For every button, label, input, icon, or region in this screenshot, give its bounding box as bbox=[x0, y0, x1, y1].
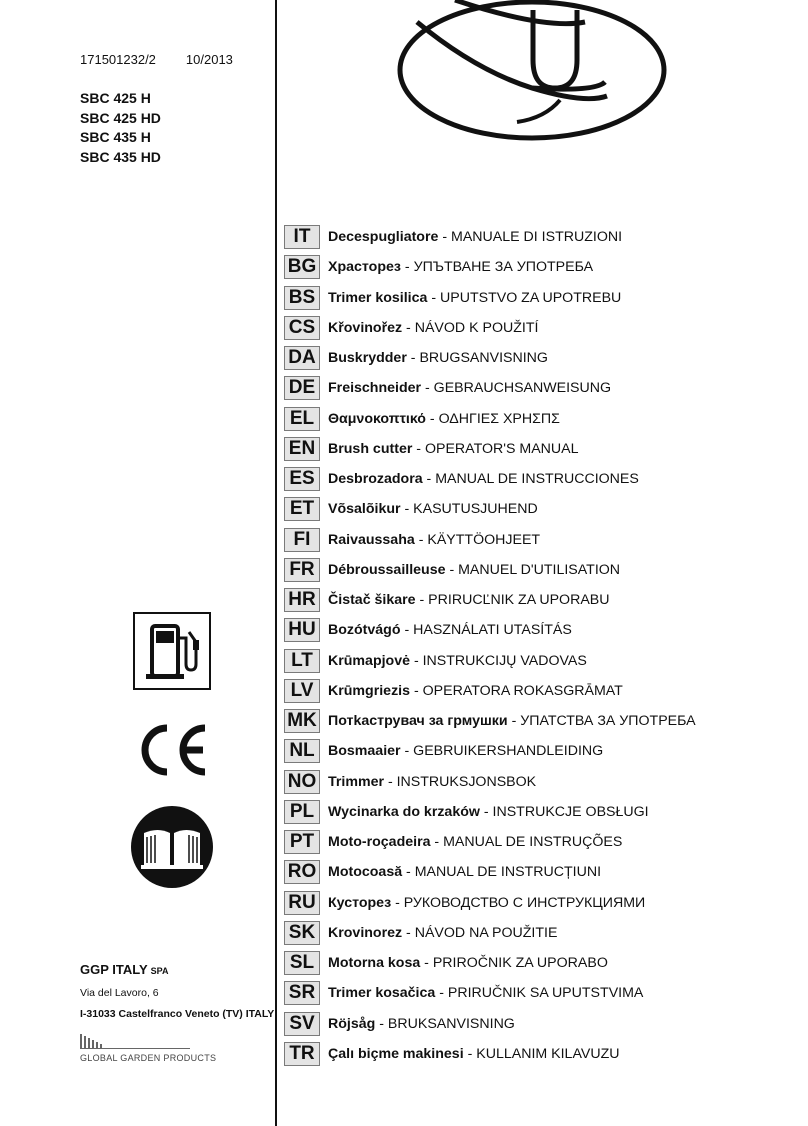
separator: - bbox=[412, 440, 425, 457]
language-row-it[interactable] bbox=[284, 222, 696, 252]
language-code: ET bbox=[284, 497, 320, 521]
manual-title: РУКОВОДСТВО С ИНСТРУКЦИЯМИ bbox=[403, 894, 646, 911]
separator: - bbox=[391, 894, 404, 911]
language-code: NO bbox=[284, 770, 320, 794]
product-name: Débroussailleuse bbox=[328, 561, 446, 578]
product-name: Krūmapjovė bbox=[328, 652, 410, 669]
vertical-divider bbox=[275, 0, 277, 1126]
company-info bbox=[80, 962, 274, 1020]
language-code: PL bbox=[284, 800, 320, 824]
product-name: Bosmaaier bbox=[328, 743, 401, 760]
product-name: Потkaструвач за грмушки bbox=[328, 713, 508, 730]
language-row-nl[interactable] bbox=[284, 736, 696, 766]
product-name: Křovinořez bbox=[328, 319, 403, 336]
manual-title: УПАТСТВА ЗА УПОТРЕБА bbox=[520, 713, 696, 730]
language-row-fr[interactable] bbox=[284, 555, 696, 585]
separator: - bbox=[410, 652, 423, 669]
manual-title: KASUTUSJUHEND bbox=[413, 501, 538, 518]
language-code: EN bbox=[284, 437, 320, 461]
language-code: MK bbox=[284, 709, 320, 733]
language-code: NL bbox=[284, 739, 320, 763]
manual-title: UPUTSTVO ZA UPOTREBU bbox=[439, 289, 622, 306]
language-code: HR bbox=[284, 588, 320, 612]
product-name: Motocoasă bbox=[328, 864, 403, 881]
company-name-text: GGP ITALY bbox=[80, 962, 148, 977]
ce-mark-icon bbox=[133, 722, 211, 778]
separator: - bbox=[463, 1045, 477, 1062]
manual-title: NÁVOD K POUŽITÍ bbox=[414, 319, 539, 336]
manual-title: УПЪТВАНЕ ЗА УПОТРЕБА bbox=[413, 259, 594, 276]
separator: - bbox=[384, 773, 397, 790]
language-row-pl[interactable] bbox=[284, 797, 696, 827]
manual-title: MANUAL DE INSTRUCCIONES bbox=[435, 471, 639, 488]
manual-title: MANUALE DI ISTRUZIONI bbox=[451, 229, 623, 246]
product-name: Desbrozadora bbox=[328, 471, 423, 488]
product-name: Krovinorez bbox=[328, 924, 403, 941]
manual-title: BRUGSANVISNING bbox=[419, 350, 548, 367]
manual-title: PRIROČNIK ZA UPORABO bbox=[432, 955, 608, 972]
language-row-sr[interactable] bbox=[284, 978, 696, 1008]
language-row-lt[interactable] bbox=[284, 646, 696, 676]
product-name: Motorna kosa bbox=[328, 955, 421, 972]
product-name: Freischneider bbox=[328, 380, 422, 397]
language-code: SV bbox=[284, 1012, 320, 1036]
manual-title: PRIRUCĽNIK ZA UPORABU bbox=[428, 592, 610, 609]
separator: - bbox=[427, 289, 440, 306]
manual-title: KÄYTTÖOHJEET bbox=[427, 531, 541, 548]
separator: - bbox=[421, 380, 434, 397]
read-manual-icon bbox=[130, 805, 214, 889]
language-row-el[interactable] bbox=[284, 404, 696, 434]
separator: - bbox=[445, 561, 459, 578]
product-name: Krūmgriezis bbox=[328, 682, 410, 699]
language-row-en[interactable] bbox=[284, 434, 696, 464]
language-code: FR bbox=[284, 558, 320, 582]
manual-title: NÁVOD NA POUŽITIE bbox=[414, 924, 558, 941]
separator: - bbox=[507, 713, 521, 730]
model-name: SBC 435 H bbox=[80, 129, 151, 145]
language-row-sl[interactable] bbox=[284, 948, 696, 978]
language-code: HU bbox=[284, 618, 320, 642]
separator: - bbox=[402, 319, 415, 336]
separator: - bbox=[479, 803, 493, 820]
brush-cutter-logo-icon bbox=[395, 0, 670, 145]
language-code: ES bbox=[284, 467, 320, 491]
product-name: Çalı biçme makinesi bbox=[328, 1045, 464, 1062]
language-code: BG bbox=[284, 255, 320, 279]
separator: - bbox=[425, 410, 439, 427]
language-row-lv[interactable] bbox=[284, 676, 696, 706]
product-name: Trimmer bbox=[328, 773, 384, 790]
separator: - bbox=[406, 350, 420, 367]
language-row-bs[interactable] bbox=[284, 283, 696, 313]
language-code: DE bbox=[284, 376, 320, 400]
manual-title: OPERATOR'S MANUAL bbox=[424, 440, 579, 457]
language-row-et[interactable] bbox=[284, 494, 696, 524]
language-code: DA bbox=[284, 346, 320, 370]
language-code: RO bbox=[284, 860, 320, 884]
manual-title: GEBRUIKERSHANDLEIDING bbox=[413, 743, 604, 760]
product-name: Raivaussaha bbox=[328, 531, 415, 548]
product-name: Buskrydder bbox=[328, 350, 407, 367]
language-code: EL bbox=[284, 407, 320, 431]
language-row-hu[interactable] bbox=[284, 615, 696, 645]
language-row-bg[interactable] bbox=[284, 252, 696, 282]
manual-title: ΟΔΗΓΙΕΣ ΧΡΗΣΠΣ bbox=[438, 410, 560, 427]
separator: - bbox=[400, 501, 414, 518]
manual-title: PRIRUČNIK SA UPUTSTVIMA bbox=[447, 985, 644, 1002]
separator: - bbox=[410, 682, 423, 699]
language-row-es[interactable] bbox=[284, 464, 696, 494]
model-list bbox=[80, 89, 161, 167]
product-name: Θαμνοκοπτικό bbox=[328, 410, 426, 427]
language-list bbox=[284, 222, 696, 1069]
fuel-pump-icon bbox=[133, 612, 211, 690]
product-name: Bozótvágó bbox=[328, 622, 401, 639]
separator: - bbox=[402, 924, 415, 941]
company-name bbox=[80, 962, 274, 977]
product-name: Võsalõikur bbox=[328, 501, 401, 518]
manual-title: GEBRAUCHSANWEISUNG bbox=[433, 380, 612, 397]
language-row-pt[interactable] bbox=[284, 827, 696, 857]
language-code: SR bbox=[284, 981, 320, 1005]
product-name: Trimer kosilica bbox=[328, 289, 428, 306]
document-info bbox=[80, 52, 233, 67]
language-code: LT bbox=[284, 649, 320, 673]
language-row-mk[interactable] bbox=[284, 706, 696, 736]
manual-title: KULLANIM KILAVUZU bbox=[476, 1045, 620, 1062]
language-code: BS bbox=[284, 286, 320, 310]
language-row-fi[interactable] bbox=[284, 525, 696, 555]
separator: - bbox=[420, 955, 433, 972]
product-name: Čistač šikare bbox=[328, 592, 416, 609]
separator: - bbox=[422, 471, 436, 488]
brand-text: GLOBAL GARDEN PRODUCTS bbox=[80, 1053, 217, 1063]
language-code: TR bbox=[284, 1042, 320, 1066]
language-row-ru[interactable] bbox=[284, 888, 696, 918]
language-row-de[interactable] bbox=[284, 373, 696, 403]
document-code: 171501232/2 bbox=[80, 52, 156, 67]
address-line-1: Via del Lavoro, 6 bbox=[80, 987, 159, 999]
separator: - bbox=[438, 229, 451, 246]
manual-title: MANUAL DE INSTRUÇÕES bbox=[443, 834, 623, 851]
language-row-hr[interactable] bbox=[284, 585, 696, 615]
manual-title: INSTRUKSJONSBOK bbox=[396, 773, 537, 790]
manual-title: BRUKSANVISNING bbox=[387, 1015, 515, 1032]
document-date: 10/2013 bbox=[185, 52, 233, 67]
language-code: CS bbox=[284, 316, 320, 340]
product-name: Wycinarka do krzaków bbox=[328, 803, 480, 820]
product-name: Brush cutter bbox=[328, 440, 413, 457]
product-name: Moto-roçadeira bbox=[328, 834, 431, 851]
ggp-brand-logo-icon bbox=[80, 1034, 190, 1050]
product-name: Кусторез bbox=[328, 894, 392, 911]
language-row-sv[interactable] bbox=[284, 1009, 696, 1039]
manual-title: OPERATORA ROKASGRĀMAT bbox=[422, 682, 623, 699]
separator: - bbox=[400, 259, 414, 276]
language-row-da[interactable] bbox=[284, 343, 696, 373]
separator: - bbox=[430, 834, 444, 851]
language-code: SL bbox=[284, 951, 320, 975]
separator: - bbox=[435, 985, 448, 1002]
language-row-no[interactable] bbox=[284, 767, 696, 797]
separator: - bbox=[402, 864, 415, 881]
manual-title: INSTRUKCJE OBSŁUGI bbox=[492, 803, 649, 820]
language-code: RU bbox=[284, 891, 320, 915]
separator: - bbox=[415, 592, 429, 609]
manual-title: HASZNÁLATI UTASÍTÁS bbox=[413, 622, 572, 639]
language-code: IT bbox=[284, 225, 320, 249]
separator: - bbox=[400, 622, 414, 639]
manual-title: INSTRUKCIJŲ VADOVAS bbox=[422, 652, 587, 669]
model-name: SBC 425 HD bbox=[80, 109, 161, 126]
separator: - bbox=[375, 1015, 388, 1032]
language-code: LV bbox=[284, 679, 320, 703]
product-name: Trimer kosačica bbox=[328, 985, 436, 1002]
address-line-2: I-31033 Castelfranco Veneto (TV) ITALY bbox=[80, 1008, 275, 1020]
product-name: Храсторез bbox=[328, 259, 401, 276]
product-name: Decespugliatore bbox=[328, 229, 439, 246]
language-row-tr[interactable] bbox=[284, 1039, 696, 1069]
language-row-sk[interactable] bbox=[284, 918, 696, 948]
product-name: Röjsåg bbox=[328, 1015, 376, 1032]
model-name: SBC 435 HD bbox=[80, 148, 161, 165]
company-suffix: SPA bbox=[150, 966, 169, 976]
language-row-cs[interactable] bbox=[284, 313, 696, 343]
separator: - bbox=[400, 743, 414, 760]
manual-title: MANUEL D'UTILISATION bbox=[458, 561, 621, 578]
language-code: PT bbox=[284, 830, 320, 854]
model-name: SBC 425 H bbox=[80, 90, 151, 106]
manual-title: MANUAL DE INSTRUCȚIUNI bbox=[414, 864, 602, 881]
language-code: FI bbox=[284, 528, 320, 552]
separator: - bbox=[414, 531, 428, 548]
language-row-ro[interactable] bbox=[284, 857, 696, 887]
language-code: SK bbox=[284, 921, 320, 945]
